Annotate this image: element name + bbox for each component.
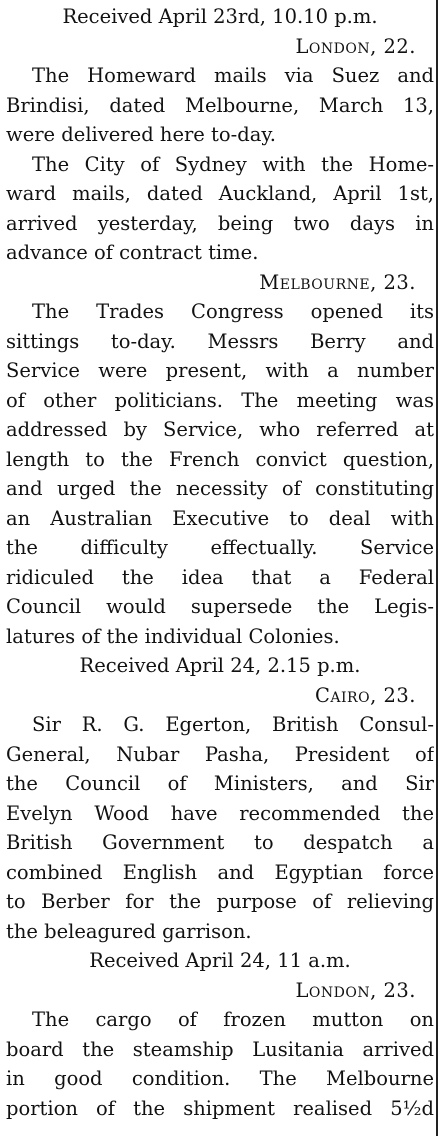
paragraph-line: were delivered here to-day. bbox=[6, 123, 276, 146]
column-rule bbox=[436, 0, 438, 1136]
paragraph-line: Council would supersede the Legis- bbox=[6, 595, 434, 618]
paragraph-line: in good condition. The Melbourne bbox=[6, 1067, 434, 1090]
dateline: London, 22. bbox=[295, 34, 416, 58]
paragraph-line: The City of Sydney with the Home- bbox=[32, 152, 434, 176]
paragraph-line: arrived yesterday, being two days in bbox=[6, 211, 434, 235]
received-line: Received April 23rd, 10.10 p.m. bbox=[62, 5, 378, 28]
paragraph-line: the difficulty effectually. Service bbox=[6, 536, 434, 559]
paragraph-line: The Homeward mails via Suez and bbox=[32, 64, 434, 87]
paragraph-line: the Council of Ministers, and Sir bbox=[6, 772, 434, 795]
paragraph-line: Brindisi, dated Melbourne, March 13, bbox=[6, 93, 434, 117]
paragraph-line: General, Nubar Pasha, President of bbox=[6, 742, 434, 766]
paragraph-line: Evelyn Wood have recommended the bbox=[6, 801, 434, 825]
received-line: Received April 24, 11 a.m. bbox=[89, 949, 351, 972]
paragraph-line: portion of the shipment realised 5½d bbox=[6, 1096, 434, 1120]
received-line: Received April 24, 2.15 p.m. bbox=[79, 654, 361, 677]
paragraph-line: The Trades Congress opened its bbox=[32, 300, 434, 323]
paragraph-line: board the steamship Lusitania arrived bbox=[6, 1037, 434, 1061]
paragraph-line: the beleagured garrison. bbox=[6, 919, 252, 943]
paragraph-line: advance of contract time. bbox=[6, 241, 259, 264]
paragraph-line: addressed by Service, who referred at bbox=[6, 418, 434, 441]
paragraph-line: ward mails, dated Auckland, April 1st, bbox=[6, 182, 434, 205]
dateline: Melbourne, 23. bbox=[259, 270, 416, 294]
paragraph-line: British Government to despatch a bbox=[6, 831, 434, 854]
paragraph-line: latures of the individual Colonies. bbox=[6, 624, 340, 648]
dateline: Cairo, 23. bbox=[315, 683, 416, 707]
paragraph-line: and urged the necessity of constituting bbox=[6, 477, 434, 500]
paragraph-line: length to the French convict question, bbox=[6, 447, 434, 471]
news-column bbox=[6, 2, 434, 1123]
paragraph-line: of other politicians. The meeting was bbox=[6, 388, 434, 412]
dateline: London, 23. bbox=[295, 978, 416, 1002]
paragraph-line: an Australian Executive to deal with bbox=[6, 506, 434, 530]
paragraph-line: ridiculed the idea that a Federal bbox=[6, 565, 434, 589]
paragraph-line: to Berber for the purpose of relieving bbox=[6, 890, 434, 913]
paragraph-line: combined English and Egyptian force bbox=[6, 860, 434, 884]
paragraph-line: Sir R. G. Egerton, British Consul- bbox=[32, 713, 434, 736]
paragraph-line: sittings to-day. Messrs Berry and bbox=[6, 329, 434, 353]
paragraph-line: Service were present, with a number bbox=[6, 359, 434, 382]
paragraph-line: The cargo of frozen mutton on bbox=[32, 1008, 434, 1031]
